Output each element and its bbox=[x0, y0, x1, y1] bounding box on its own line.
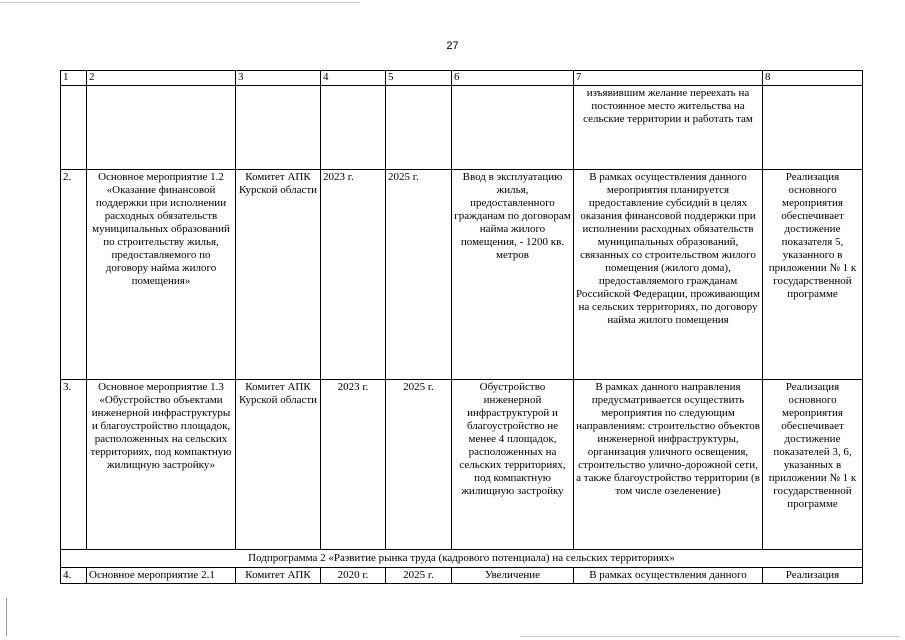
start-year bbox=[321, 86, 386, 170]
expected-result: Ввод в эксплуатацию жилья, предоставленного гражданам по договорам найма жилого помещения, - 1200 кв. метров bbox=[452, 170, 574, 380]
end-year: 2025 г. bbox=[386, 380, 452, 550]
table-row bbox=[61, 380, 863, 550]
indicator-link: Реализация основного мероприятия обеспечивает достижение показателей 3, 6, указанных в приложении № 1 к государственной программе bbox=[763, 380, 863, 550]
table-row bbox=[61, 170, 863, 380]
event-description: изъявившим желание переехать на постоянное место жительства на сельские территории и работать там bbox=[574, 86, 763, 170]
table-row bbox=[61, 86, 863, 170]
event-description: В рамках данного направления предусматривается осуществить мероприятия по следующим направлениям: строительство объектов инженерной инфраструктуры, организация уличного освещения, строительство улично-дорожной сети, а также благоустройство территории (в том числе озеленение) bbox=[574, 380, 763, 550]
row-number bbox=[61, 86, 87, 170]
expected-result bbox=[452, 86, 574, 170]
event-name bbox=[87, 86, 236, 170]
row-number: 4. bbox=[61, 568, 87, 584]
expected-result: Обустройство инженерной инфраструктурой и благоустройство не менее 4 площадок, расположенных на сельских территориях, под компактную жилищную застройку bbox=[452, 380, 574, 550]
subprogram-row bbox=[61, 550, 863, 568]
column-number: 5 bbox=[386, 71, 452, 86]
page-number: 27 bbox=[446, 40, 459, 52]
event-description: В рамках осуществления данного bbox=[574, 568, 763, 584]
left-scan-mark bbox=[6, 598, 7, 636]
end-year: 2025 г. bbox=[386, 568, 452, 584]
event-name: Основное мероприятие 2.1 bbox=[87, 568, 236, 584]
column-number: 8 bbox=[763, 71, 863, 86]
measures-table bbox=[60, 70, 863, 584]
column-number-row bbox=[61, 71, 863, 86]
column-number: 6 bbox=[452, 71, 574, 86]
expected-result: Увеличение bbox=[452, 568, 574, 584]
bottom-scan-mark bbox=[520, 636, 900, 637]
column-number: 1 bbox=[61, 71, 87, 86]
start-year: 2020 г. bbox=[321, 568, 386, 584]
start-year: 2023 г. bbox=[321, 170, 386, 380]
table-row bbox=[61, 568, 863, 584]
end-year bbox=[386, 86, 452, 170]
indicator-link: Реализация основного мероприятия обеспечивает достижение показателя 5, указанного в приложении № 1 к государственной программе bbox=[763, 170, 863, 380]
end-year: 2025 г. bbox=[386, 170, 452, 380]
indicator-link bbox=[763, 86, 863, 170]
column-number: 7 bbox=[574, 71, 763, 86]
executor: Комитет АПК bbox=[236, 568, 321, 584]
column-number: 4 bbox=[321, 71, 386, 86]
top-scan-rule bbox=[0, 2, 360, 3]
column-number: 3 bbox=[236, 71, 321, 86]
subprogram-title: Подпрограмма 2 «Развитие рынка труда (кадрового потенциала) на сельских территориях» bbox=[61, 550, 863, 568]
indicator-link: Реализация bbox=[763, 568, 863, 584]
row-number: 3. bbox=[61, 380, 87, 550]
executor bbox=[236, 86, 321, 170]
start-year: 2023 г. bbox=[321, 380, 386, 550]
executor: Комитет АПК Курской области bbox=[236, 380, 321, 550]
event-name: Основное мероприятие 1.2 «Оказание финансовой поддержки при исполнении расходных обязательств муниципальных образований по строительству жилья, предоставляемого по договору найма жилого помещения» bbox=[87, 170, 236, 380]
column-number: 2 bbox=[87, 71, 236, 86]
executor: Комитет АПК Курской области bbox=[236, 170, 321, 380]
row-number: 2. bbox=[61, 170, 87, 380]
event-name: Основное мероприятие 1.3 «Обустройство объектами инженерной инфраструктуры и благоустройство площадок, расположенных на сельских территориях, под компактную жилищную застройку» bbox=[87, 380, 236, 550]
event-description: В рамках осуществления данного мероприятия планируется предоставление субсидий в целях оказания финансовой поддержки при исполнении расходных обязательств муниципальных образований, связанных со строительством жилого помещения (жилого дома), предоставляемого гражданам Российской Федерации, проживающим на сельских территориях, по договору найма жилого помещения bbox=[574, 170, 763, 380]
